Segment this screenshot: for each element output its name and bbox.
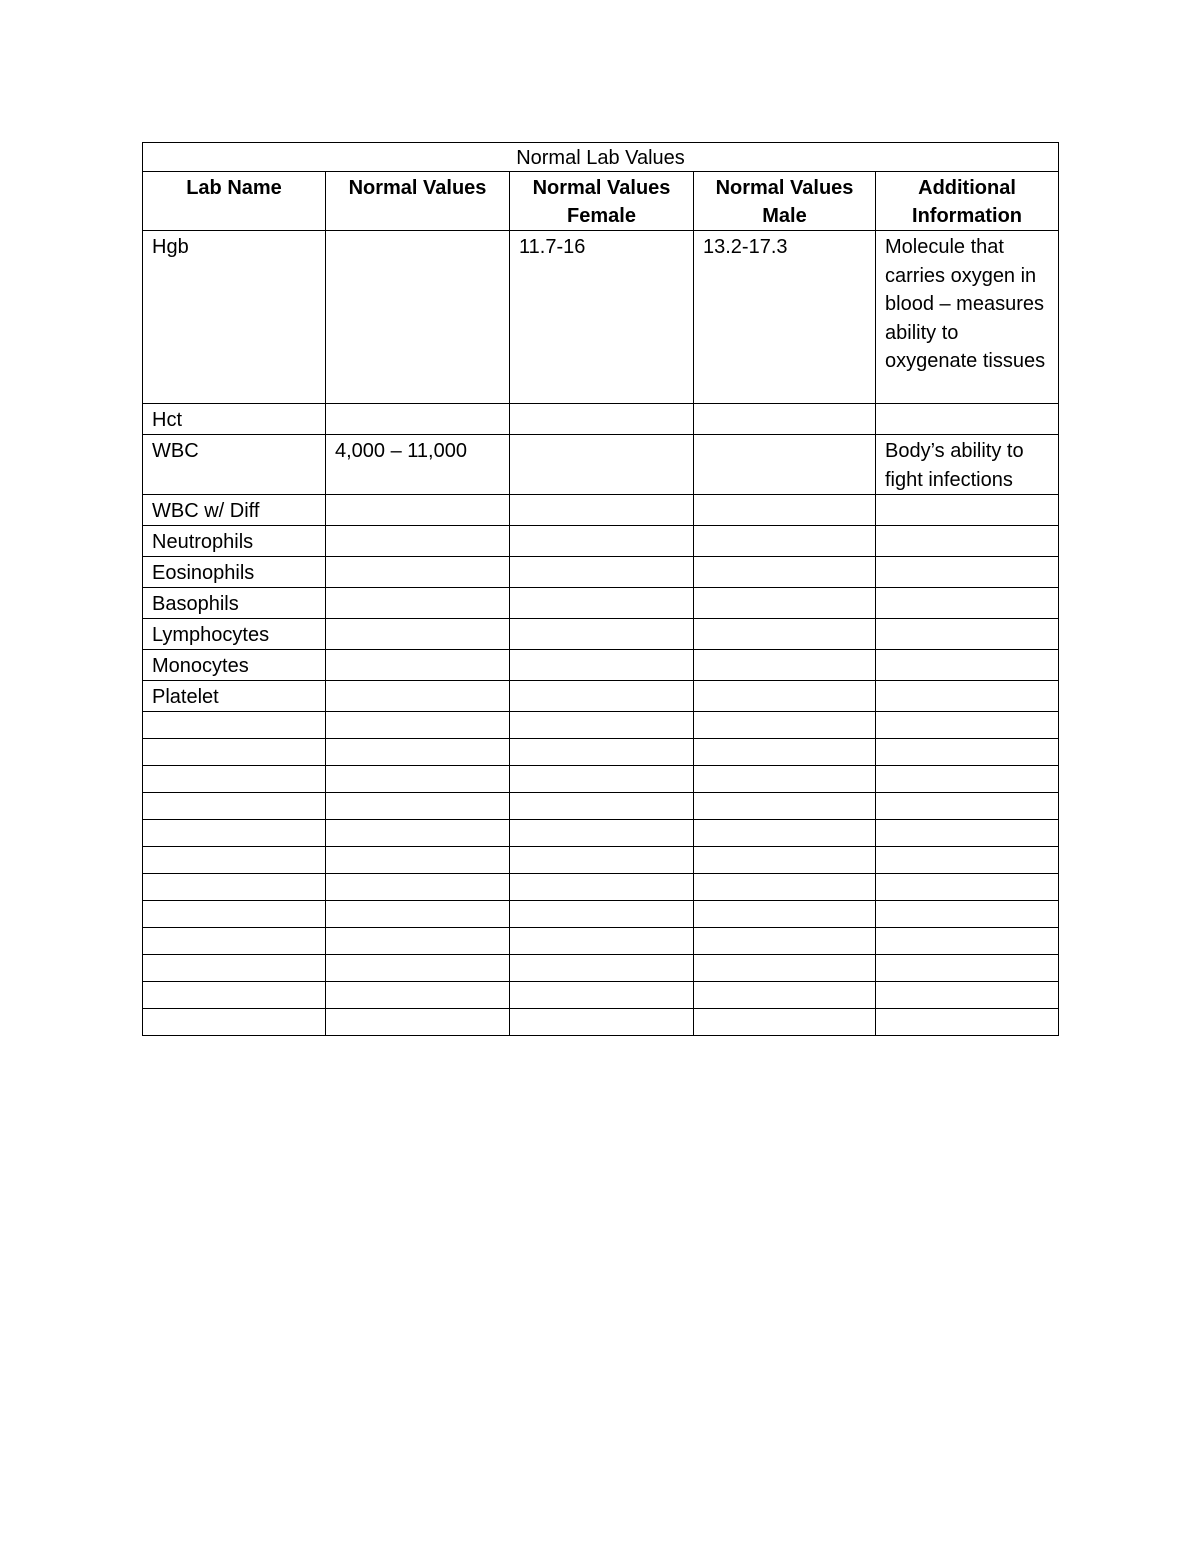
cell-lab-name: Neutrophils [143, 526, 326, 557]
cell-normal-values [326, 1009, 510, 1036]
table-row-blank [143, 1009, 1059, 1036]
cell-lab-name: Platelet [143, 681, 326, 712]
cell-normal-values [326, 793, 510, 820]
table-row-blank [143, 901, 1059, 928]
cell-female-values [510, 650, 694, 681]
cell-additional-info [876, 404, 1059, 435]
cell-male-values [694, 874, 876, 901]
table-row-blank [143, 982, 1059, 1009]
cell-normal-values [326, 847, 510, 874]
cell-additional-info [876, 793, 1059, 820]
cell-lab-name: Hgb [143, 231, 326, 404]
cell-female-values [510, 495, 694, 526]
cell-female-values [510, 588, 694, 619]
cell-lab-name [143, 928, 326, 955]
table-row-basophils [143, 588, 1059, 619]
cell-normal-values [326, 874, 510, 901]
cell-female-values [510, 712, 694, 739]
cell-additional-info [876, 557, 1059, 588]
cell-female-values [510, 847, 694, 874]
cell-lab-name [143, 1009, 326, 1036]
cell-lab-name [143, 820, 326, 847]
cell-female-values [510, 739, 694, 766]
header-lab-name [143, 172, 326, 231]
cell-lab-name: Lymphocytes [143, 619, 326, 650]
cell-female-values [510, 901, 694, 928]
cell-additional-info [876, 650, 1059, 681]
table-row-blank [143, 847, 1059, 874]
cell-additional-info [876, 982, 1059, 1009]
cell-male-values [694, 435, 876, 495]
cell-additional-info [876, 766, 1059, 793]
header-info-line2: Information [912, 205, 1023, 227]
cell-male-values [694, 619, 876, 650]
table-row-monocytes [143, 650, 1059, 681]
cell-male-values [694, 650, 876, 681]
cell-normal-values [326, 681, 510, 712]
cell-female-values [510, 404, 694, 435]
cell-male-values [694, 495, 876, 526]
cell-additional-info [876, 928, 1059, 955]
cell-normal-values [326, 712, 510, 739]
cell-additional-info [876, 495, 1059, 526]
cell-lab-name: WBC w/ Diff [143, 495, 326, 526]
cell-male-values [694, 681, 876, 712]
cell-normal-values [326, 526, 510, 557]
cell-normal-values [326, 557, 510, 588]
table-row-blank [143, 955, 1059, 982]
header-female-line1: Normal Values [532, 177, 671, 199]
cell-additional-info [876, 901, 1059, 928]
cell-male-values [694, 928, 876, 955]
table-row-blank [143, 820, 1059, 847]
cell-additional-info [876, 588, 1059, 619]
header-female-line2: Female [567, 205, 636, 227]
table-row-blank [143, 766, 1059, 793]
cell-lab-name [143, 739, 326, 766]
cell-normal-values [326, 495, 510, 526]
cell-male-values [694, 712, 876, 739]
cell-additional-info [876, 526, 1059, 557]
table-row-lymphocytes [143, 619, 1059, 650]
cell-male-values [694, 820, 876, 847]
table-row-neutrophils [143, 526, 1059, 557]
cell-female-values [510, 820, 694, 847]
cell-male-values [694, 557, 876, 588]
cell-normal-values [326, 619, 510, 650]
cell-male-values: 13.2-17.3 [694, 231, 876, 404]
cell-female-values [510, 793, 694, 820]
cell-female-values [510, 1009, 694, 1036]
cell-lab-name [143, 955, 326, 982]
table-row-platelet [143, 681, 1059, 712]
cell-female-values [510, 982, 694, 1009]
cell-normal-values [326, 588, 510, 619]
cell-female-values [510, 928, 694, 955]
cell-normal-values [326, 404, 510, 435]
cell-lab-name [143, 766, 326, 793]
cell-female-values: 11.7-16 [510, 231, 694, 404]
cell-additional-info [876, 955, 1059, 982]
cell-male-values [694, 793, 876, 820]
cell-additional-info [876, 1009, 1059, 1036]
cell-female-values [510, 955, 694, 982]
cell-female-values [510, 874, 694, 901]
cell-normal-values [326, 955, 510, 982]
header-lab-name-text: Lab Name [186, 177, 282, 199]
cell-additional-info [876, 739, 1059, 766]
header-additional-information [876, 172, 1059, 231]
table-row-wbc-diff [143, 495, 1059, 526]
cell-female-values [510, 435, 694, 495]
cell-normal-values [326, 901, 510, 928]
header-male-line2: Male [762, 205, 807, 227]
cell-normal-values: 4,000 – 11,000 [326, 435, 510, 495]
header-normal-values-male [694, 172, 876, 231]
cell-lab-name: Hct [143, 404, 326, 435]
cell-lab-name [143, 847, 326, 874]
header-info-line1: Additional [918, 177, 1016, 199]
cell-male-values [694, 982, 876, 1009]
table-title: Normal Lab Values [143, 143, 1059, 172]
cell-normal-values [326, 820, 510, 847]
cell-female-values [510, 681, 694, 712]
cell-additional-info [876, 712, 1059, 739]
table-row-eosinophils [143, 557, 1059, 588]
cell-normal-values [326, 650, 510, 681]
cell-normal-values [326, 231, 510, 404]
cell-female-values [510, 526, 694, 557]
cell-lab-name: Basophils [143, 588, 326, 619]
cell-additional-info: Body’s ability to fight infections [876, 435, 1059, 495]
table-row-wbc [143, 435, 1059, 495]
table-header-row [143, 172, 1059, 231]
cell-male-values [694, 588, 876, 619]
header-male-line1: Normal Values [715, 177, 854, 199]
cell-male-values [694, 847, 876, 874]
cell-female-values [510, 619, 694, 650]
table-title-row [143, 143, 1059, 172]
cell-additional-info [876, 847, 1059, 874]
cell-male-values [694, 766, 876, 793]
table-row-blank [143, 793, 1059, 820]
cell-additional-info [876, 681, 1059, 712]
cell-normal-values [326, 766, 510, 793]
cell-lab-name [143, 901, 326, 928]
cell-normal-values [326, 739, 510, 766]
normal-lab-values-table [142, 142, 1059, 1036]
header-normal-values-female [510, 172, 694, 231]
table-row-blank [143, 739, 1059, 766]
cell-lab-name: WBC [143, 435, 326, 495]
cell-additional-info [876, 619, 1059, 650]
header-normal-values-text: Normal Values [348, 177, 487, 199]
cell-lab-name [143, 982, 326, 1009]
table-row-blank [143, 712, 1059, 739]
cell-lab-name [143, 793, 326, 820]
cell-male-values [694, 1009, 876, 1036]
header-normal-values [326, 172, 510, 231]
cell-normal-values [326, 982, 510, 1009]
cell-lab-name: Monocytes [143, 650, 326, 681]
cell-additional-info [876, 820, 1059, 847]
cell-female-values [510, 557, 694, 588]
cell-additional-info [876, 874, 1059, 901]
cell-normal-values [326, 928, 510, 955]
table-row-blank [143, 928, 1059, 955]
cell-male-values [694, 739, 876, 766]
cell-lab-name: Eosinophils [143, 557, 326, 588]
table-row-hgb [143, 231, 1059, 404]
cell-female-values [510, 766, 694, 793]
cell-male-values [694, 404, 876, 435]
cell-male-values [694, 901, 876, 928]
cell-lab-name [143, 874, 326, 901]
cell-additional-info: Molecule that carries oxygen in blood – measures ability to oxygenate tissues [876, 231, 1059, 404]
cell-male-values [694, 526, 876, 557]
table-row-blank [143, 874, 1059, 901]
cell-male-values [694, 955, 876, 982]
cell-lab-name [143, 712, 326, 739]
table-row-hct [143, 404, 1059, 435]
